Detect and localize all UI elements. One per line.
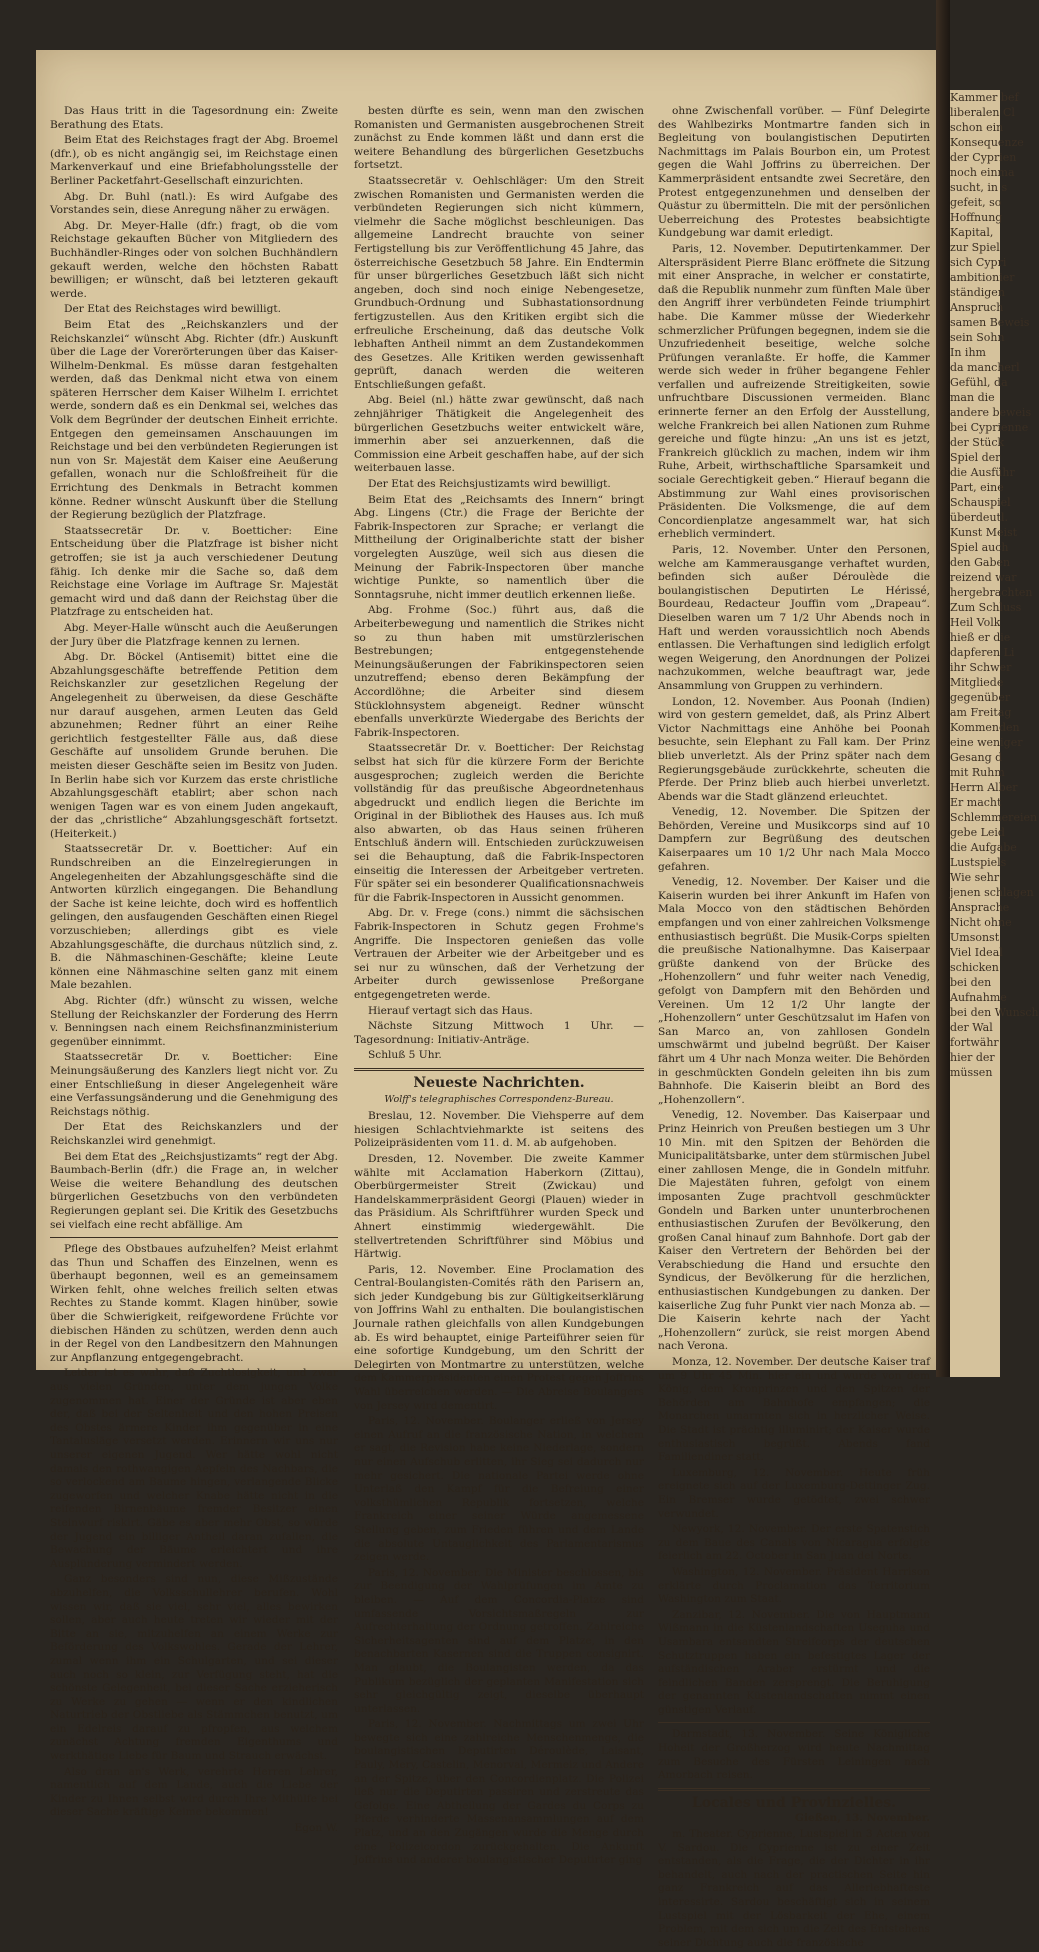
news-item: Monza, 12. November. Der deutsche Kaiser traf um 9 Uhr 45 Min. hier ein und wurde von dem König, dem Kronprinzen und den Spitzen der Behörden am Bahnhofe empfangen; die Monarchen umarmten sich in herzlicher Weise. Die Stadt ist prächtig illuminirt; der Kaiser wurde enthusiastisch begrüßt. Abends fand Familiendiner statt. bbox=[658, 1356, 930, 1464]
column-1 bbox=[50, 105, 338, 1838]
paragraph: Staatssecretär Dr. v. Boetticher: Eine Entscheidung über die Platzfrage ist bisher nicht getroffen; sie ist ja auch verschiedener Deutung fähig. Ich denke mir die Sache so, daß dem Reichstage eine Vorlage im Auftrage Sr. Majestät gemacht wird und daß dann der Reichstag über die Platzfrage zu entscheiden hat. bbox=[50, 524, 338, 619]
edge-text-line: Kapital, bbox=[950, 226, 994, 239]
edge-text-line: müssen bbox=[950, 1066, 993, 1079]
column-3 bbox=[658, 105, 930, 1952]
edge-text-line: Zum Schluss bbox=[950, 601, 1022, 614]
edge-text-line: am Freitag bbox=[950, 706, 1012, 719]
edge-text-line: In ihm bbox=[950, 346, 986, 359]
edge-text-line: Schlemmereien bbox=[950, 811, 1038, 824]
adjacent-page-text bbox=[950, 90, 1039, 1080]
paragraph: Beim Etat des Reichstages fragt der Abg. Broemel (dfr.), ob es nicht angängig sei, im Reichstage einen Markenverkauf und eine Briefabholungsstelle der Berliner Packetfahrt-Gesellschaft einzurichten. bbox=[50, 134, 338, 187]
news-item: London, 12. November. Aus Poonah (Indien) wird von gestern gemeldet, daß, als Prinz Albert Victor Nachmittags eine Anhöhe bei Poonah besuchte, sein Elephant zu Fall kam. Der Prinz blieb unverletzt. Als der Prinz später nach dem Regierungsgebäude zurückkehrte, scheuten die Pferde. Der Prinz blieb auch hierbei unverletzt. Abends war die Stadt glänzend erleuchtet. bbox=[658, 695, 930, 803]
paragraph: Abg. Meyer-Halle wünscht auch die Aeußerungen der Jury über die Platzfrage kennen zu lernen. bbox=[50, 621, 338, 648]
edge-text-line: die Ausführ bbox=[950, 466, 1015, 479]
paragraph: Schluß 5 Uhr. bbox=[368, 1049, 442, 1062]
obstbau-article bbox=[50, 1243, 338, 1820]
book-spine bbox=[936, 0, 950, 1377]
news-item: Venedig, 12. November. Die Spitzen der Behörden, Vereine und Musikcorps sind auf 10 Dampfern zur Begrüßung des deutschen Kaiserpaares um 10 1/2 Uhr nach Mala Mocco gefahren. bbox=[658, 806, 930, 873]
edge-text-line: Viel Ideal bbox=[950, 946, 1003, 959]
edge-text-line: Kunst Meist bbox=[950, 526, 1018, 539]
edge-text-line: da mancherl bbox=[950, 361, 1020, 374]
article-signature: Egon W. bbox=[294, 1822, 338, 1835]
edge-text-line: bei den bbox=[950, 976, 992, 989]
section-divider bbox=[658, 1788, 930, 1791]
edge-text-line: liberalen Cl bbox=[950, 106, 1015, 119]
edge-text-line: zur Spiel bbox=[950, 241, 1000, 254]
edge-text-line: gegenüber bbox=[950, 691, 1011, 704]
news-item: Venedig, 12. November. Der Kaiser und die Kaiserin wurden bei ihrer Ankunft im Hafen von Mala Mocco von den städtischen Behörden empfangen und von einer zahlreichen Volksmenge enthusiastisch begrüßt. Die Musik-Corps spielten die preußische Nationalhymne. Das Kaiserpaar grüßte dankend von der Brücke des „Hohenzollern“ und fuhr weiter nach Venedig, gefolgt von Dampfern mit den Behörden und Vereinen. Um 12 1/2 Uhr langte der „Hohenzollern“ unter Geschützsalut im Hafen von San Marco an, von zahllosen Gondeln umschwärmt und jubelnd begrüßt. Der Kaiser fährt um 4 Uhr nach Monza weiter. Die Behörden in geschmückten Gondeln geleiten ihn bis zum Bahnhofe. Die Kaiserin bleibt an Bord des „Hohenzollern“. bbox=[658, 876, 930, 1106]
news-item: Luxemburg, 12. November. Heute früh ereignete sich auf der Luxemburg-Dettinger Zug. Ein Bremser wurde getödtet, zwei schwer verwundet. bbox=[658, 1466, 930, 1520]
paragraph: Abg. Dr. v. Frege (cons.) nimmt die sächsischen Fabrik-Inspectoren in Schutz gegen Frohme's Angriffe. Die Inspectoren genießen das volle Vertrauen der Arbeiter wie der Arbeitgeber und es sei nur zu wünschen, daß der Verhetzung der Arbeiter durch gewissenlose Preßorgane entgegengetreten werde. bbox=[354, 907, 644, 1001]
edge-text-line: gebe Leid bbox=[950, 826, 1005, 839]
paragraph: besten dürfte es sein, wenn man den zwischen Romanisten und Germanisten ausgebrochenen Streit zunächst zu Ende kommen läßt und dann erst die weitere Behandlung des bürgerlichen Gesetzbuchs fortsetzt. bbox=[354, 105, 644, 172]
edge-text-line: Kammer bef bbox=[950, 91, 1019, 104]
news-item: Dresden, 12. November. Die zweite Kammer wählte mit Acclamation Haberkorn (Zittau), Oberbürgermeister Streit (Zwickau) und Handelskammerpräsident Georgi (Plauen) wieder in das Präsidium. Als Schriftführer wurden Speck und Ahnert einstimmig wiedergewählt. Die stellvertretenden Schriftführer sind Möbius und Härtwig. bbox=[354, 1152, 644, 1261]
edge-text-line: Part, eine bbox=[950, 481, 1004, 494]
edge-text-line: Gesang d bbox=[950, 751, 1003, 764]
paragraph: Also dran an's Werk, verehrte Herren Lehrer, namentlich auf dem Lande, auch die Liebe der Kinder zu Ihnen selbst wird durch Ihre Mithülfe bei dieser Sache kräftige Keime bekommen! bbox=[50, 1765, 338, 1819]
news-item: Paris, 12. November. Boulanger erließ von Jersey einen Aufruf an die französische Nation, in welchem er sagt, die Revision habe keine Niederlage, sondern nur einen Aufschub erlitten, ihr Sieg sei dadurch nur mehr gesichert. Die nationale Partei werde ohne Unterlaß den Kampf für die Befreiung einer volksthümlichen Republik fortsetzen, welche Frankreich einer seiner Würde angemessene Stellung geben, zum Frieden führen und dem Lande die absolute Untauglichkeit des Parlamentarismus zeigen werde. bbox=[354, 1415, 644, 1564]
edge-text-line: der Cyprien bbox=[950, 151, 1017, 164]
edge-text-line: ständigen bbox=[950, 286, 1005, 299]
edge-text-line: Spiel der bbox=[950, 451, 1001, 464]
edge-text-line: Er macht bbox=[950, 796, 1002, 809]
local-section-heading: Locales und Provinzielles. bbox=[691, 1794, 897, 1811]
paragraph: Staatssecretär Dr. v. Boetticher: Eine Meinungsäußerung des Kanzlers liegt nicht vor. Zu einer Entschließung in dieser Angelegenheit wäre eine Verfassungsänderung und die Genehmigung des Reichstags nöthig. bbox=[50, 1051, 338, 1118]
paragraph: Nächste Sitzung Mittwoch 1 Uhr. — Tagesordnung: Initiativ-Anträge. bbox=[354, 1020, 644, 1046]
paragraph: Staatssecretär Dr. v. Boetticher: Der Reichstag selbst hat sich für die kürzere Form der Berichte ausgesprochen; zugleich werden die Berichte vollständig für das preußische Abgeordnetenhaus abgedruckt und endlich liegen die Berichte im Original in der Bibliothek des Hauses aus. Ich muß also abwarten, ob das Haus seinen früheren Entschluß ändern will. Entschieden zurückzuweisen sei die Behauptung, daß die Fabrik-Inspectoren einseitig die Interessen der Arbeitgeber vertreten. Für später sei ein besonderer Qualificationsnachweis für die Fabrik-Inspectoren in Aussicht genommen. bbox=[354, 742, 644, 904]
paragraph: Der Etat des Reichsjustizamts wird bewilligt. bbox=[368, 478, 611, 491]
paragraph: Abg. Frohme (Soc.) führt aus, daß die Arbeiterbewegung und namentlich die Strikes nicht so zu thun haben mit umstürzlerischen Bestrebungen; entgegenstehende Meinungsäußerungen der Fabrikinspectoren seien unzutreffend; ebenso deren Bekämpfung der Accordlöhne; die Arbeiter sind diesem Stücklohnsystem abgeneigt. Redner wünscht ebenfalls unverkürzte Wiedergabe des Berichts der Fabrik-Inspectoren. bbox=[354, 604, 644, 739]
local-dateline: Gießen, 13. November. bbox=[794, 1812, 930, 1825]
edge-text-line: überdeutl. bbox=[950, 511, 1008, 524]
news-item: Paris, 12. November. Unter den Personen, welche am Kammerausgange verhaftet wurden, befinden sich außer Déroulède die boulangistischen Deputirten Le Hérissé, Bourdeau, Redacteur Jouffin vom „Drapeau“. Dieselben waren um 7 1/2 Uhr Abends noch in Haft und werden voraussichtlich noch Abends entlassen. Die Verhaftungen sind lediglich erfolgt wegen Weigerung, den Anordnungen der Polizei nachzukommen, welche beauftragt war, jede Ansammlung von Gruppen zu verhindern. bbox=[658, 544, 930, 692]
edge-text-line: bei den Wunsch bbox=[950, 1006, 1039, 1019]
reichstag-report-continued bbox=[354, 105, 644, 1063]
news-item: Newyork, 12. November. Der erste Spatenstich zu dem Baue des Canals von Nicaragua erfolgte feierlich am 22. October in San Juan del Norte. bbox=[658, 1523, 930, 1563]
edge-text-line: sucht, in s bbox=[950, 181, 1008, 194]
edge-text-line: eine weniger bbox=[950, 736, 1023, 749]
news-item: Paris, 12. November. Eine Proclamation des Central-Boulangisten-Comités räth den Parisern an, sich jeder Kundgebung bis zur Gültigkeitserklärung von Joffrins Wahl zu enthalten. Die boulangistischen Journale rathen gleichfalls von allen Kundgebungen ab. Es wird behauptet, einige Parteiführer seien für eine sofortige Kundgebung, um den Schritt der Delegirten von Montmartre zu unterstützen, welche dem Kammerpräsidenten einen Protest gegen Joffrins Wahl überreichen werden. — Die Abreise Boulangers von Jersey wird dementirt. bbox=[354, 1263, 644, 1412]
edge-text-line: Anspruch bbox=[950, 301, 1004, 314]
edge-text-line: ihr Schwer bbox=[950, 661, 1012, 674]
edge-text-line: andere beweis bbox=[950, 406, 1032, 419]
news-item: Paris, 12. November. Nachmittags um zwei Uhr bewegte sich eine zahlreiche Menschenmenge, die boulangistischen Deputirten Déroulède, Laisant, Pauly, Mery, Castelin, Menorval, Mermeiz und Andere an der Spitze, über den Concordienplatz. Die Polizei ließ nur die Deputirten passiren und zerstreute das Gefolge. Eine Abtheilung der Gardes du Corps zu Pferde verhinderte Massenansammlungen auf dem Platz, und an den Zugängen wurde die Menge durch eine Polizeicordon zurückgehalten. Die Ankunft Joffrins und anderer boulangistischer Deputirter ging bbox=[354, 1718, 644, 1867]
darmstadt-item: Darmstadt, 13. November. Seine Königliche Hoheit der Großherzog wird heute Nachmittag zum Besuche des Fürsten Leiningen nach Amorbach reisen. bbox=[658, 1728, 930, 1782]
edge-text-line: Herrn Alber bbox=[950, 781, 1018, 794]
news-agency-line: Wolff's telegraphisches Correspondenz-Bureau. bbox=[384, 1093, 614, 1105]
edge-text-line: reizend war bbox=[950, 571, 1017, 584]
edge-text-line: fortwähr bbox=[950, 1036, 999, 1049]
paragraph: Abg. Beiel (nl.) hätte zwar gewünscht, daß nach zehnjähriger Thätigkeit die Angelegenheit des bürgerlichen Gesetzbuchs weiter entwickelt wäre, immerhin aber sei anzuerkennen, daß die Commission eine Arbeit geschaffen habe, auf der sich weiterbauen lasse. bbox=[354, 394, 644, 475]
edge-text-line: bei Cyprienne bbox=[950, 421, 1029, 434]
edge-text-line: man die bbox=[950, 391, 995, 404]
edge-text-line: samen Beweis bbox=[950, 316, 1030, 329]
paragraph: Beim Etat des „Reichskanzlers und der Reichskanzlei“ wünscht Abg. Richter (dfr.) Auskunft über die Lage der Vorerörterungen über das Kaiser-Wilhelm-Denkmal. Es müsse daran festgehalten werden, daß das Denkmal nicht etwa von einem späteren Herrscher dem Kaiser Wilhelm I. errichtet werde, sondern daß es ein Denkmal sei, welches das Volk dem Begründer der deutschen Einheit errichte. Entgegen den gemeinsamen Anschauungen im Reichstage und bei den verbündeten Regierungen ist nun von Sr. Majestät dem Kaiser eine Aeußerung gefallen, wonach nur die Schloßfreiheit für die Errichtung des Denkmals in Betracht kommen könne. Redner wünscht Auskunft über die Stellung der Regierung bezüglich der Platzfrage. bbox=[50, 318, 338, 522]
newspaper-page bbox=[36, 50, 936, 1949]
news-item: Washington, 12. November. Präsident Harrison erklärte durch Proclamation das Territorium Washington zum Staat. bbox=[658, 1565, 930, 1606]
news-item: Venedig, 12. November. Das Kaiserpaar und Prinz Heinrich von Preußen bestiegen um 3 Uhr 10 Min. mit den Spitzen der Behörden die Municipalitätsbarke, unter dem stürmischen Jubel einer zahllosen Menge, die in Gondeln mitfuhr. Die Majestäten fuhren, gefolgt von einem imposanten Zuge prachtvoll geschmückter Gondeln und Barken unter ununterbrochenen enthusiastischen Zurufen der Bevölkerung, den großen Canal hinauf zum Bahnhofe. Dort gab der Kaiser den Vertretern der Behörden bei der Verabschiedung die Hand und ersuchte den Syndicus, der Bevölkerung für die herzlichen, enthusiastischen Kundgebungen zu danken. Der kaiserliche Zug fuhr Punkt vier nach Monza ab. — Die Kaiserin kehrte nach der Yacht „Hohenzollern“ zurück, sie reist morgen Abend nach Verona. bbox=[658, 1109, 930, 1353]
edge-text-line: Spiel auch bbox=[950, 541, 1009, 554]
news-item: Zanzibar, 12. November. Die von Hauptmann Wißmann in die Küstenlandschaften Useguha und Usambara entsandten Streifcorps der deutschen Schutztruppen haben ein befestigtes Lager der aufständischen Araber erstürmt und die feindlichen Banden zersprengt. Die Beruhigung der genannten Küstenlandschaften nimmt einen günstigen Verlauf. bbox=[658, 1608, 930, 1716]
edge-text-line: jenen schlagen bbox=[950, 886, 1034, 899]
edge-text-line: Umsonst bbox=[950, 931, 1000, 944]
edge-text-line: sein Sohn bbox=[950, 331, 1005, 344]
paragraph: Staatssecretär Dr. v. Boetticher: Auf ein Rundschreiben an die Einzelregierungen in Angelegenheiten der Abzahlungsgeschäfte sind die Antworten kürzlich eingegangen. Die Behandlung der Sache ist keine leichte, doch wird es hoffentlich gelingen, den ausfaugenden Geschäften einen Riegel vorzuschieben; allerdings gibt es viele Abzahlungsgeschäfte, die durchaus nützlich sind, z. B. die Nähmaschinen-Geschäfte; kleine Leute können eine Nähmaschine selten ganz mit einem Male bezahlen. bbox=[50, 843, 338, 992]
news-item: Paris, 12. November. Deputirtenkammer. Der Alterspräsident Pierre Blanc eröffnete die Sitzung mit einer Ansprache, in welcher er constatirte, daß die Republik nunmehr zum fünften Male über den Angriff ihrer verbündeten Feinde triumphirt habe. Die Kammer müsse der Wiederkehr schmerzlicher Prüfungen begegnen, indem sie die Unzufriedenheit beseitige, welche solche Prüfungen veranlaßte. Er hoffe, die Kammer werde sich weder in früher begangene Fehler verfallen und aufreizende Streitigkeiten, sowie unfruchtbare Discussionen vermeiden. Blanc erinnerte ferner an den Erfolg der Ausstellung, welche Frankreich bei allen Nationen zum Ruhme gereiche und fügte hinzu: „An uns ist es jetzt, Frankreich glücklich zu machen, indem wir ihm Ruhe, Arbeit, wirthschaftliche Sparsamkeit und sociale Gerechtigkeit geben.“ Hierauf begann die Abstimmung zur Wahl eines provisorischen Präsidenten. Die Volksmenge, die auf dem Concordienplatze angesammelt war, hat sich erheblich vermindert. bbox=[658, 242, 930, 541]
news-item: Breslau, 12. November. Die Viehsperre auf dem hiesigen Schlachtviehmarkte ist seitens des Polizeipräsidenten vom 11. d. M. ab aufgehoben. bbox=[354, 1110, 644, 1150]
edge-text-line: ambitionier bbox=[950, 271, 1015, 284]
edge-text-line: schon ein bbox=[950, 121, 1004, 134]
edge-text-line: Konsequenze bbox=[950, 136, 1024, 149]
edge-text-line: noch einma bbox=[950, 166, 1015, 179]
paragraph: Staatssecretär v. Oehlschläger: Um den Streit zwischen Romanisten und Germanisten werden die verbündeten Regierungen sich nicht kümmern, vielmehr die Sache möglichst beschleunigen. Das allgemeine Landrecht brauchte von seiner Fertigstellung bis zur Veröffentlichung 45 Jahre, das österreichische Gesetzbuch 58 Jahre. Ein Endtermin für unser bürgerliches Gesetzbuch läßt sich nicht angeben, doch sind noch einige Nebengesetze, Grundbuch-Ordnung und Subhastationsordnung fertigzustellen. Aus den Kritiken ergibt sich die erfreuliche Erscheinung, daß das deutsche Volk lebhaften Antheil nimmt an dem Zustandekommen des Gesetzes. Alle Kritiken werden gewissenhaft geprüft, danach werden die weiteren Entschließungen gefaßt. bbox=[354, 174, 644, 391]
edge-text-line: Lustspiels bbox=[950, 856, 1007, 869]
edge-text-line: Schauspiel bbox=[950, 496, 1011, 509]
paragraph: Der Etat des Reichskanzlers und der Reichskanzlei wird genehmigt. bbox=[50, 1121, 338, 1147]
theater-review: m. Theater. Cyprienne, Lustspiel in 3 Acten von V. Sardou. Die Cyprienne ist zu einer Zeit entstanden, als die Frage, die der Dichter in ihr behandelt, auch nach der practischen Seite hin ganz Frankreich auf das Allerlebhafteste interessirte. Sardou beschäftigt sich in seinem Lustspiel mit der Lösbarkeit der Ehe, einem Problem, mit dem sich um die Zeit des Entstehens seiner Dichtung auch die französische bbox=[658, 1828, 930, 1949]
paragraph: Abg. Dr. Böckel (Antisemit) bittet eine die Abzahlungsgeschäfte betreffende Petition dem Reichskanzler zur gesetzlichen Regelung der Angelegenheit zu überweisen, da diese Geschäfte nur darauf ausgehen, armen Leuten das Geld abzunehmen; Redner führt an einer Reihe gerichtlich festgestellter Fälle aus, daß diese Geschäfte auf unsolidem Grunde beruhen. Die meisten dieser Geschäfte seien im Besitz von Juden. In Berlin habe sich vor Kurzem das erste christliche Abzahlungsgeschäft etablirt; aber schon nach wenigen Tagen war es von einem Juden angekauft, der das „christliche“ Abzahlungsgeschäft fortsetzt. (Heiterkeit.) bbox=[50, 651, 338, 840]
news-item: ohne Zwischenfall vorüber. — Fünf Delegirte des Wahlbezirks Montmartre fanden sich in Begleitung von boulangistischen Deputirten Nachmittags im Palais Bourbon ein, um Protest gegen die Wahl Joffrins zu überreichen. Der Kammerpräsident entsandte zwei Secretäre, den Protest entgegenzunehmen und denselben der Quästur zu übermitteln. Die mit der persönlichen Ueberreichung des Protestes beabsichtigte Kundgebung war damit erledigt. bbox=[658, 105, 930, 240]
paragraph: Abg. Dr. Buhl (natl.): Es wird Aufgabe des Vorstandes sein, diese Anregung näher zu erwägen. bbox=[50, 190, 338, 217]
edge-text-line: hergebrachten bbox=[950, 586, 1033, 599]
edge-text-line: der Stück bbox=[950, 436, 1005, 449]
paragraph: Leider ist es wahr, daß Zuchtlosigkeit, und zwar aus vielen Gründen, unter dem jungen Volke zugenommen hat. Einer der Gründe ist aber eben der, daß bei der Seltenheit und den hohen Preisen des Obstes ärmere Kinder ihm gegenüber in eine Tantalusläge versetzt werden. Erinnern wir uns nur unserer eigenen Jugend. Wer hätte wohl nicht damals den rothwangigen Aepfeln des Nachbars, die so verlockend am Baume hingen, verlangende Blicke zugeworfen und welcher Knabe hätte nicht in die reifenden Birnenbäume fremder Besitzer einen Steinwurf riskirt. Gäbe es aber mehr Obst, so würde der Jugend ein billiger Antheil daran zufallen, die Bewachung der Bäume erleichtert und ihre Ausplünderung vermindert werden. bbox=[50, 1367, 338, 1570]
reichstag-report bbox=[50, 105, 338, 1232]
paragraph: Bei dem Etat des „Reichsjustizamts“ regt der Abg. Baumbach-Berlin (dfr.) die Frage an, in welcher Weise die weitere Behandlung des deutschen bürgerlichen Gesetzbuchs von den verbündeten Regierungen geplant sei. Die Kritik des Gesetzbuchs sei vielfach eine recht abfällige. Am bbox=[50, 1150, 338, 1231]
edge-text-line: schicken bbox=[950, 961, 999, 974]
news-items-continued bbox=[658, 105, 930, 1717]
edge-text-line: der Wal bbox=[950, 1021, 993, 1034]
edge-text-line: Ansprache bbox=[950, 901, 1010, 914]
edge-text-line: die Aufgabe bbox=[950, 841, 1017, 854]
edge-text-line: Kommenden bbox=[950, 721, 1020, 734]
adjacent-page-edge bbox=[950, 90, 1039, 1377]
edge-text-line: Nicht ohne bbox=[950, 916, 1012, 929]
edge-text-line: mit Ruhm bbox=[950, 766, 1005, 779]
paragraph: Pflege des Obstbaues aufzuhelfen? Meist erlahmt das Thun und Schaffen des Einzelnen, wenn es überhaupt begonnen, weil es an gemeinsamem Wirken fehlt, ohne welches freilich selten etwas Rechtes zu Stande kommt. Klagen hinüber, sowie über die Schwierigkeit, reifgewordene Früchte vor diebischen Händen zu schützen, werden denn auch in der Regel von den Landbesitzern den Mahnungen zur Anpflanzung entgegengebracht. bbox=[50, 1243, 338, 1364]
edge-text-line: Wie sehr bbox=[950, 871, 1000, 884]
edge-text-line: hier der bbox=[950, 1051, 995, 1064]
paragraph: Abg. Richter (dfr.) wünscht zu wissen, welche Stellung der Reichskanzler der Forderung des Herrn v. Benningsen nach einem Reichsfinanzministerium gegenüber einnimmt. bbox=[50, 995, 338, 1048]
news-section-heading: Neueste Nachrichten. bbox=[413, 1074, 585, 1091]
edge-text-line: Mitgliede bbox=[950, 676, 1004, 689]
edge-text-line: gefeit, so bbox=[950, 196, 1002, 209]
column-2 bbox=[354, 105, 644, 1870]
column-divider bbox=[50, 1237, 338, 1238]
paragraph: Der Etat des Reichstages wird bewilligt. bbox=[64, 303, 281, 316]
edge-text-line: dapferen Li bbox=[950, 646, 1015, 659]
paragraph: Beim Etat des „Reichsamts des Innern“ bringt Abg. Lingens (Ctr.) die Frage der Berichte der Fabrik-Inspectoren zur Sprache; er verlangt die Mittheilung der Originalberichte statt der bisher vorgelegten Auszüge, weil sich aus diesen die Meinung der Fabrik-Inspectoren über manche wichtige Punkte, so namentlich über die Sonntagsruhe, nicht immer deutlich erkennen ließe. bbox=[354, 493, 644, 601]
edge-text-line: sich Cypri bbox=[950, 256, 1007, 269]
news-items bbox=[354, 1110, 644, 1868]
edge-text-line: Gefühl, da bbox=[950, 376, 1008, 389]
edge-text-line: Aufnahme bbox=[950, 991, 1007, 1004]
edge-text-line: hieß er die bbox=[950, 631, 1011, 644]
paragraph: Hierauf vertagt sich das Haus. bbox=[368, 1004, 533, 1017]
paragraph: Ganz besonders sind nun, diese Mißzustände abzuhelfen, die Volksschullehrer berufen. Wohl wissen wir, daß sie viel, sehr viel, alles bewirken sollen, aber auch heute treten wir wieder mit der Bitte an sie, mitzuhelfen an einem Werke zur Beförderung des Volkswohles. Gerade der Lehrer, zumal wenn ihm ein Schulgarten, und sei dieser auch noch so klein, zur Verfügung steht, hat die schönste Gelegenheit, bei dieser Sache erzieherisch zu Werke zu gehen — wenn er den kindlichen Naturtrieb der Obstliebe als Stämmchen benutzt, um ein Edelreis darauf zu pfropfen, aus welchem zunächst Achtung fremden Eigenthums und werkthätige Liebe für Baum und Strauch erwächst. bbox=[50, 1573, 338, 1763]
paragraph: Das Haus tritt in die Tagesordnung ein: Zweite Berathung des Etats. bbox=[50, 105, 338, 131]
edge-text-line: Hoffnung bbox=[950, 211, 1003, 224]
section-divider bbox=[354, 1068, 644, 1071]
edge-text-line: den Gaben bbox=[950, 556, 1011, 569]
edge-text-line: Heil Volk bbox=[950, 616, 1001, 629]
news-item: Paris, 12. November. Die Minister beschlossen, bis zur Beendigung der Wahlprüfungen im Amte zu bleiben. — Auf dem Concordia-Platze sind umfassende Vorsichtsmaßregeln zur Aufrechterhaltung der Ordnung getroffen. Zahlreiche Sicherheitsagenten sind auf dem Platze, in den benachbarten Kasernen sind die Truppen consignirt. Man glaubt, die Boulangisten werden, da das Publikum bezüglich der geplanten Manifestation sich sehr gleichgültig zeigt, dieselbe überhaupt unterlassen. bbox=[354, 1566, 644, 1715]
paragraph: Abg. Dr. Meyer-Halle (dfr.) fragt, ob die vom Reichstage gekauften Bücher von Mitgliedern des Buchhändler-Ringes oder von solchen Buchhändlern gekauft werden, welche den höchsten Rabatt bewilligen; er wünscht, daß bei letzteren gekauft werde. bbox=[50, 219, 338, 300]
news-divider bbox=[658, 1722, 930, 1723]
